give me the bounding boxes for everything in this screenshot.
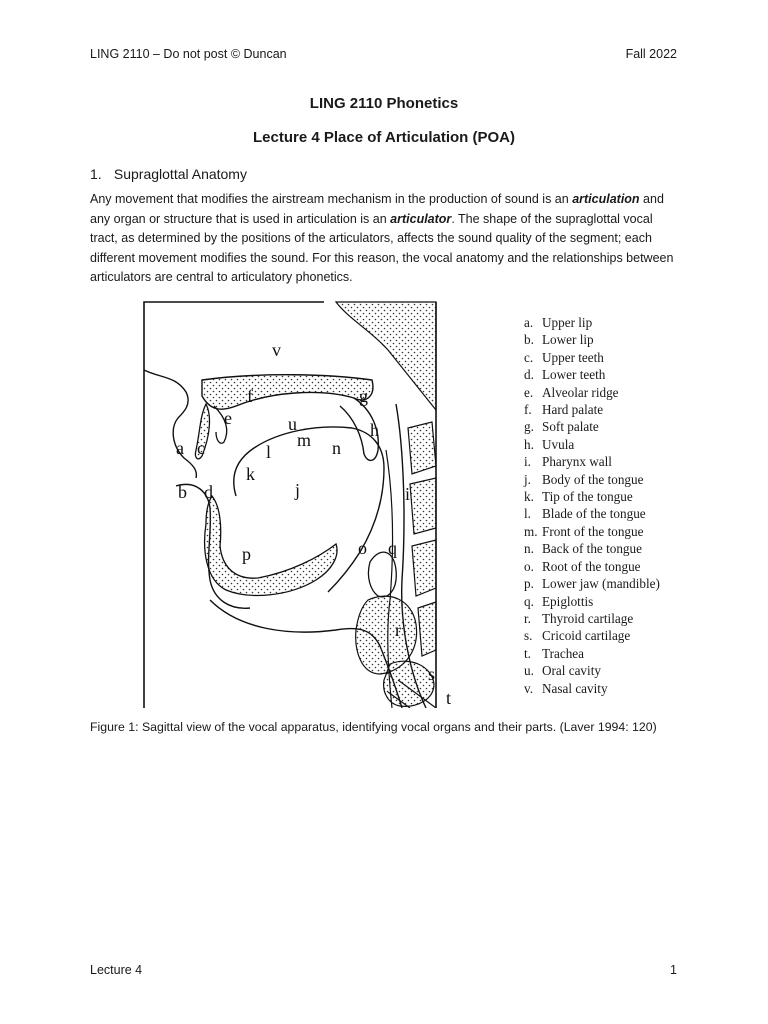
legend-key: d. (524, 367, 534, 383)
legend-label: Lower lip (542, 332, 594, 348)
upper-lip-shape (144, 370, 196, 478)
vertebra-4 (418, 602, 436, 656)
legend-key: q. (524, 593, 534, 609)
legend-item (524, 471, 660, 488)
legend-key: u. (524, 663, 534, 679)
legend-label: Root of the tongue (542, 558, 641, 574)
legend-item (524, 540, 660, 557)
legend-label: Lower jaw (mandible) (542, 576, 660, 592)
page-title: LING 2110 Phonetics (309, 95, 459, 112)
legend-key: e. (524, 384, 534, 400)
lecture-title: Lecture 4 Place of Articulation (POA) (253, 129, 515, 146)
legend-item (524, 488, 660, 505)
section-title: Supraglottal Anatomy (113, 166, 247, 182)
figure-label-t: t (446, 688, 452, 708)
figure-label-a: a (176, 438, 184, 458)
legend-key: h. (524, 436, 534, 452)
figure-label-q: q (388, 538, 397, 558)
legend-label: Uvula (542, 436, 575, 452)
hard-palate-shape (202, 375, 373, 409)
paragraph-part-2: and any organ or structure that is used in articulation is an (90, 192, 664, 226)
figure-label-h: h (370, 420, 379, 440)
legend-label: Upper teeth (542, 349, 604, 365)
legend-label: Blade of the tongue (542, 506, 646, 522)
legend-item (524, 349, 660, 366)
cricoid-cartilage-shape (384, 661, 434, 706)
vocal-tract-diagram (140, 300, 492, 708)
figure-label-u: u (288, 414, 297, 434)
legend-item (524, 384, 660, 401)
legend-item (524, 610, 660, 627)
intro-paragraph (90, 190, 680, 288)
paragraph-part-3: . The shape of the supraglottal vocal tract, as determined by the positions of the articulators, affects the sound quality of the segment; each different movement modifies the sound. For this reason, the vocal anatomy and the relationships between articulators are central to articulatory phonetics. (90, 211, 674, 285)
legend-label: Back of the tongue (542, 541, 642, 557)
legend-item (524, 523, 660, 540)
figure-label-b: b (178, 482, 187, 502)
figure-label-k: k (246, 464, 255, 484)
legend-item (524, 314, 660, 331)
legend-key: v. (524, 680, 534, 696)
legend-key: c. (524, 349, 534, 365)
legend-label: Hard palate (542, 402, 604, 418)
legend-key: f. (524, 402, 532, 418)
legend-label: Epiglottis (542, 593, 594, 609)
legend-item (524, 401, 660, 418)
legend-label: Front of the tongue (542, 523, 644, 539)
frame-top-left (144, 302, 324, 708)
figure-label-p: p (242, 544, 251, 564)
figure-label-d: d (204, 482, 213, 502)
legend-label: Trachea (542, 645, 584, 661)
legend-key: a. (524, 315, 534, 330)
figure-label-v: v (272, 340, 281, 360)
legend-key: t. (524, 645, 531, 661)
legend-label: Thyroid cartilage (542, 610, 634, 626)
legend-key: s. (524, 628, 533, 644)
legend-item (524, 418, 660, 435)
legend-label: Alveolar ridge (542, 384, 619, 400)
legend-item (524, 645, 660, 662)
legend-item (524, 331, 660, 348)
legend-item (524, 680, 660, 697)
legend-item (524, 558, 660, 575)
legend-label: Cricoid cartilage (542, 628, 631, 644)
legend-key: l. (524, 506, 531, 522)
vertebra-2 (410, 478, 436, 534)
footer-lecture: Lecture 4 (90, 963, 143, 977)
figure-label-l: l (266, 442, 272, 462)
paragraph-part-1: Any movement that modifies the airstream mechanism in the production of sound is an (90, 192, 573, 206)
figure-label-j: j (295, 480, 301, 500)
legend-key: j. (524, 471, 531, 487)
legend-label: Lower teeth (542, 367, 606, 383)
legend-label: Pharynx wall (542, 454, 612, 470)
legend-key: b. (524, 332, 534, 348)
legend-key: i. (524, 454, 531, 470)
legend-key: n. (524, 541, 534, 557)
legend-item (524, 575, 660, 592)
vertebra-1 (408, 422, 436, 474)
term-articulator: articulator (390, 211, 452, 226)
figure-label-g: g (359, 386, 368, 406)
figure-caption: Figure 1: Sagittal view of the vocal apparatus, identifying vocal organs and their parts. (Laver 1994: 120) (90, 720, 657, 734)
figure-label-i: i (405, 484, 411, 504)
legend-label: Oral cavity (542, 663, 601, 679)
figure-label-c: c (197, 438, 205, 458)
header-course: LING 2110 – Do not post © Duncan (90, 47, 287, 61)
legend-key: o. (524, 558, 534, 574)
legend-key: p. (524, 576, 534, 592)
lower-jaw-shape (205, 496, 337, 595)
legend-item (524, 453, 660, 470)
legend-label: Body of the tongue (542, 471, 644, 487)
legend-label: Upper lip (542, 315, 593, 330)
figure-label-m: m (297, 430, 312, 450)
figure-label-r: r (395, 620, 401, 640)
legend-item (524, 627, 660, 644)
legend-key: r. (524, 610, 531, 626)
section-number: 1. (90, 166, 102, 182)
legend-item (524, 662, 660, 679)
legend-key: m. (524, 523, 538, 539)
legend-label: Soft palate (542, 419, 599, 435)
legend-item (524, 436, 660, 453)
legend-key: g. (524, 419, 534, 435)
term-articulation: articulation (572, 192, 640, 206)
legend-item (524, 366, 660, 383)
figure-legend (524, 314, 660, 697)
figure-label-e: e (224, 408, 232, 428)
vertebra-3 (412, 540, 436, 596)
legend-label: Tip of the tongue (542, 489, 633, 505)
section-heading (90, 166, 247, 182)
legend-key: k. (524, 489, 534, 505)
figure-label-o: o (358, 538, 367, 558)
legend-label: Nasal cavity (542, 680, 608, 696)
figure-label-f: f (247, 386, 253, 406)
legend-item (524, 593, 660, 610)
header-term: Fall 2022 (625, 47, 677, 61)
legend-item (524, 505, 660, 522)
figure-label-n: n (332, 438, 341, 458)
figure-label-s: s (428, 664, 436, 684)
page-number: 1 (670, 963, 677, 977)
